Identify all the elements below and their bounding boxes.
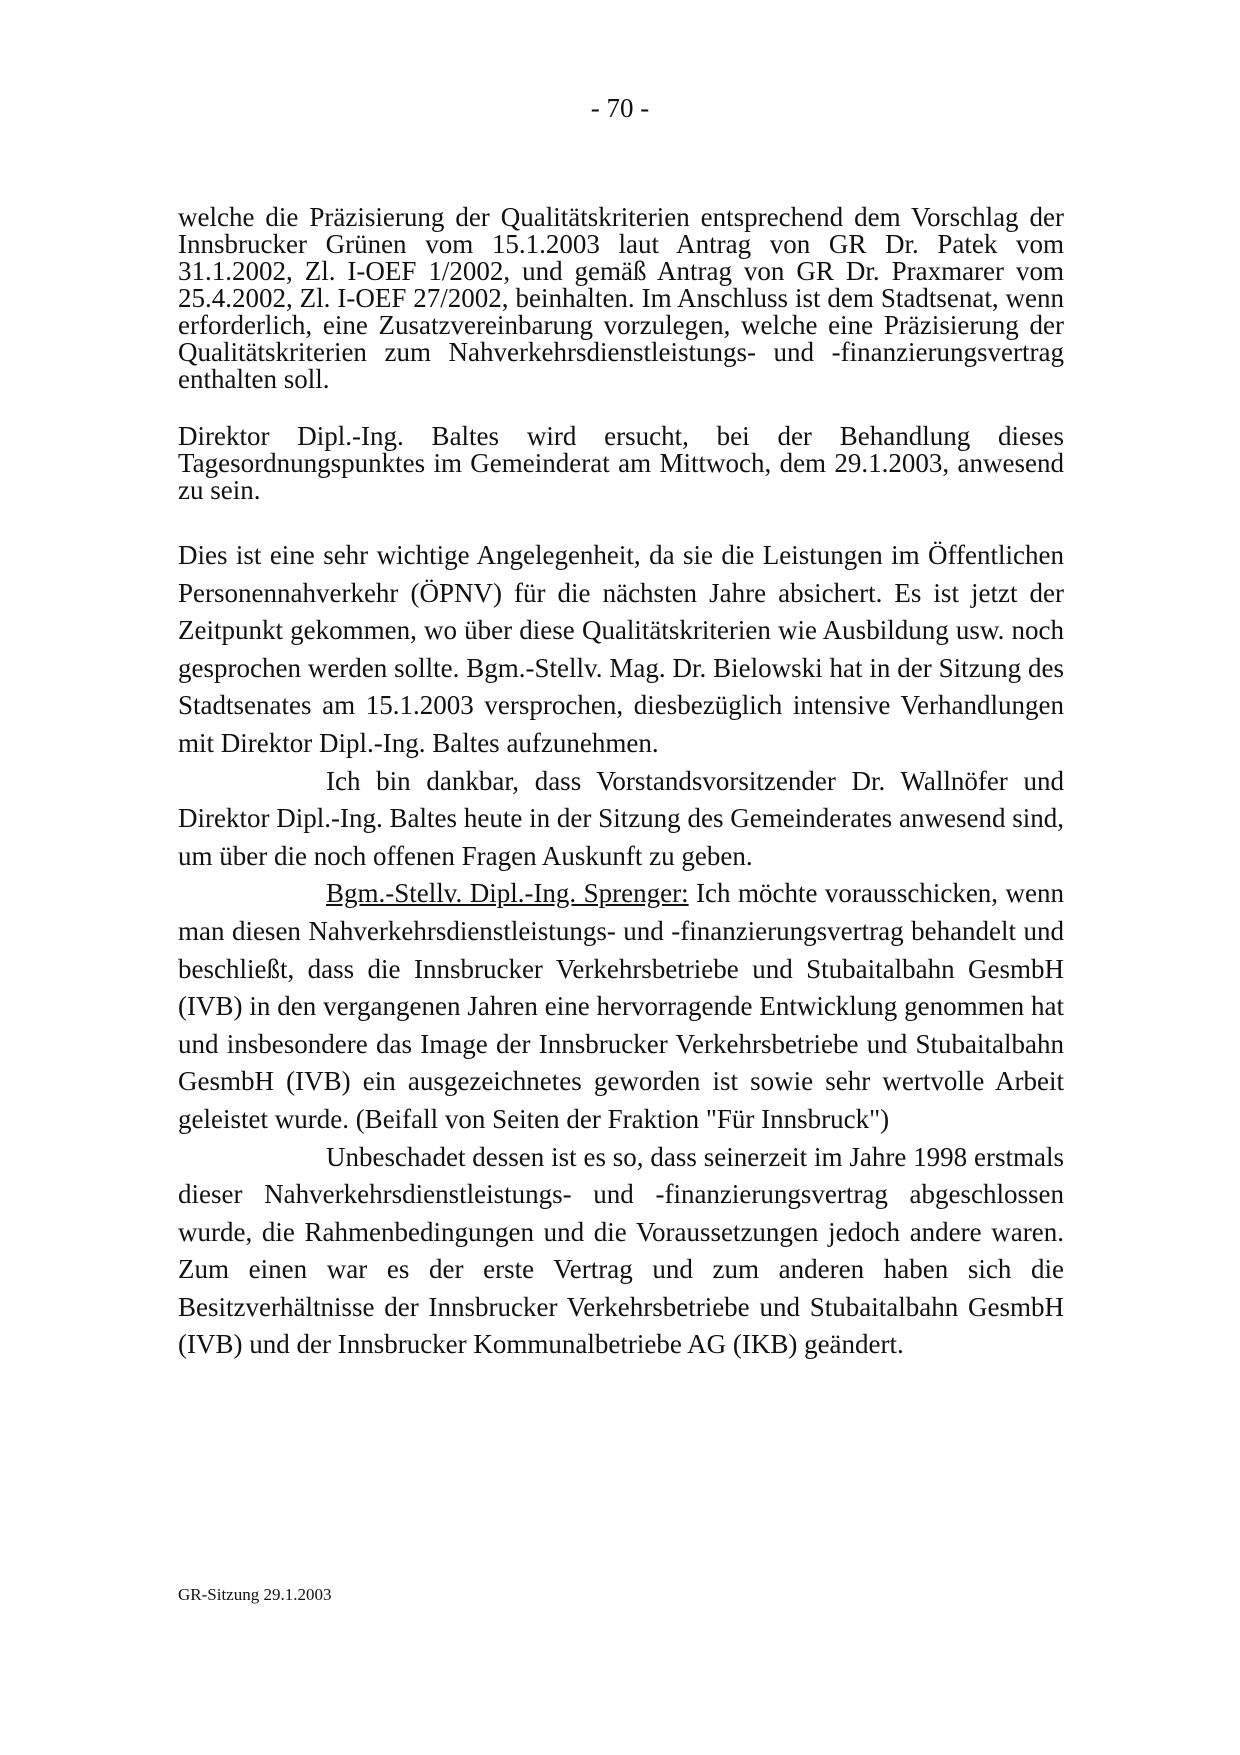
speech-paragraph-contract-history: Unbeschadet dessen ist es so, dass seinerzeit im Jahre 1998 erstmals dieser Nahverkehrsdienstleistungs- und -finanzierungsvertrag abgeschlossen wurde, die Rahmenbedingungen und die Voraussetzungen jedoch andere waren. Zum einen war es der erste Vertrag und zum anderen haben sich die Besitzverhältnisse der Innsbrucker Verkehrsbetriebe und Stubaitalbahn GesmbH (IVB) und der Innsbrucker Kommunalbetriebe AG (IKB) geändert. xyxy=(178,1141,1064,1360)
page-number: - 70 - xyxy=(590,93,650,123)
speech-paragraph-sprenger xyxy=(178,875,1064,1138)
quoted-request-paragraph: Direktor Dipl.-Ing. Baltes wird ersucht, bei der Behandlung dieses Tagesordnungspunktes im Gemeinderat am Mittwoch, dem 29.1.2003, anwesend zu sein. xyxy=(178,421,1064,505)
quoted-motion-paragraph: welche die Präzisierung der Qualitätskriterien entsprechend dem Vorschlag der Innsbrucker Grünen vom 15.1.2003 laut Antrag von GR Dr. Patek vom 31.1.2002, Zl. I-OEF 1/2002, und gemäß Antrag von GR Dr. Praxmarer vom 25.4.2002, Zl. I-OEF 27/2002, beinhalten. Im Anschluss ist dem Stadtsenat, wenn erforderlich, eine Zusatzvereinbarung vorzulegen, welche eine Präzisierung der Qualitätskriterien zum Nahverkehrsdienstleistungs- und -finanzierungsvertrag enthalten soll. xyxy=(178,202,1064,394)
speaker-statement: Ich möchte vorausschicken, wenn man diesen Nahverkehrsdienstleistungs- und -finanzierungsvertrag behandelt und beschließt, dass die Innsbrucker Verkehrsbetriebe und Stubaitalbahn GesmbH (IVB) in den vergangenen Jahren eine hervorragende Entwicklung genommen hat und insbesondere das Image der Innsbrucker Verkehrsbetriebe und Stubaitalbahn GesmbH (IVB) ein ausgezeichnetes geworden ist sowie sehr wertvolle Arbeit geleistet wurde. (Beifall von Seiten der Fraktion "Für Innsbruck") xyxy=(178,878,1064,1134)
speech-body xyxy=(178,537,1064,1364)
speaker-name: Bgm.-Stellv. Dipl.-Ing. Sprenger: xyxy=(326,878,689,909)
speech-paragraph-thanks: Ich bin dankbar, dass Vorstandsvorsitzender Dr. Wallnöfer und Direktor Dipl.-Ing. Baltes heute in der Sitzung des Gemeinderates anwesend sind, um über die noch offenen Fragen Auskunft zu geben. xyxy=(178,765,1064,871)
page-footer: GR-Sitzung 29.1.2003 xyxy=(178,1585,332,1604)
speech-paragraph-importance: Dies ist eine sehr wichtige Angelegenheit, da sie die Leistungen im Öffentlichen Personennahverkehr (ÖPNV) für die nächsten Jahre absichert. Es ist jetzt der Zeitpunkt gekommen, wo über diese Qualitätskriterien wie Ausbildung usw. noch gesprochen werden sollte. Bgm.-Stellv. Mag. Dr. Bielowski hat in der Sitzung des Stadtsenates am 15.1.2003 versprochen, diesbezüglich intensive Verhandlungen mit Direktor Dipl.-Ing. Baltes aufzunehmen. xyxy=(178,540,1064,758)
